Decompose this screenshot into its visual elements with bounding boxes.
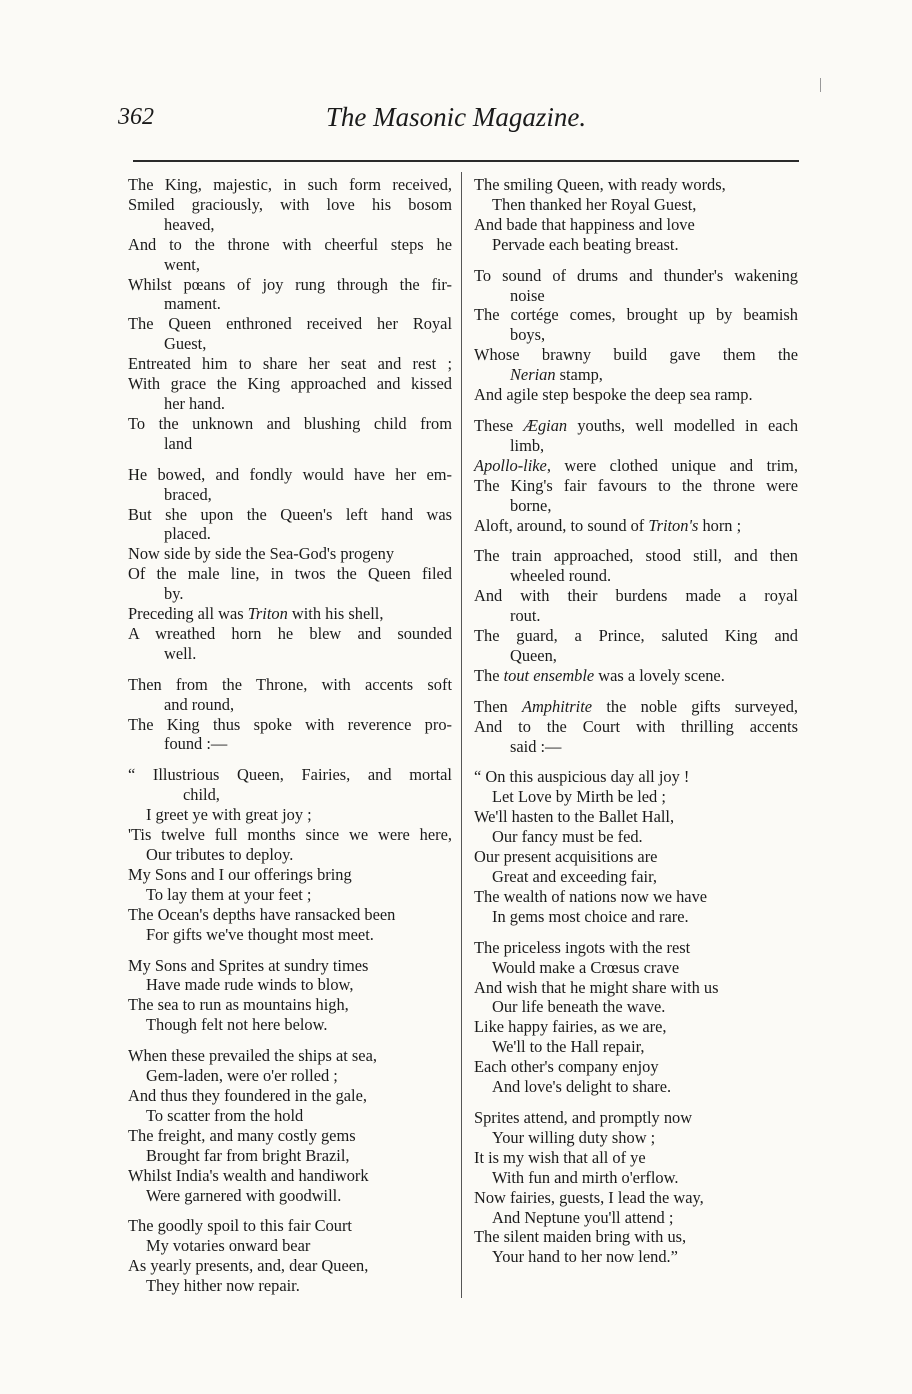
verse-line: braced,	[164, 484, 212, 504]
verse-line: The freight, and many costly gems	[128, 1125, 356, 1145]
stanza	[474, 416, 798, 535]
running-title: The Masonic Magazine.	[325, 102, 587, 132]
verse-line: Smiled graciously, with love his bosom	[128, 194, 452, 214]
stanza	[128, 175, 452, 454]
verse-line: Brought far from bright Brazil,	[146, 1145, 350, 1165]
page-number: 362	[118, 104, 154, 130]
verse-line: her hand.	[164, 393, 225, 413]
verse-line: We'll hasten to the Ballet Hall,	[474, 807, 675, 827]
verse-line: To scatter from the hold	[146, 1105, 304, 1125]
stanza	[474, 767, 798, 926]
verse-line: For gifts we've thought most meet.	[146, 924, 374, 944]
verse-line: wheeled round.	[510, 566, 612, 586]
verse-line: “ Illustrious Queen, Fairies, and mortal	[128, 765, 452, 785]
verse-line: To sound of drums and thunder's wakening	[474, 265, 798, 285]
verse-line: Then from the Throne, with accents soft	[128, 674, 452, 694]
stanza	[474, 175, 798, 255]
verse-line: As yearly presents, and, dear Queen,	[128, 1256, 369, 1276]
verse-line: It is my wish that all of ye	[474, 1147, 646, 1167]
verse-line: Sprites attend, and promptly now	[474, 1107, 693, 1127]
verse-line: With fun and mirth o'erflow.	[492, 1167, 679, 1187]
verse-line: borne,	[510, 495, 552, 515]
verse-line: The tout ensemble was a lovely scene.	[474, 665, 725, 685]
verse-line: Aloft, around, to sound of Triton's horn ;	[474, 515, 742, 535]
verse-line: And wish that he might share with us	[474, 977, 719, 997]
verse-line: I greet ye with great joy ;	[146, 805, 312, 825]
verse-line: Whilst India's wealth and handiwork	[128, 1165, 369, 1185]
verse-line: And with their burdens made a royal	[474, 586, 798, 606]
verse-line: And thus they foundered in the gale,	[128, 1085, 367, 1105]
page-edge-mark	[820, 78, 821, 92]
verse-line: Now fairies, guests, I lead the way,	[474, 1187, 704, 1207]
verse-line: heaved,	[164, 214, 215, 234]
stanza	[128, 465, 452, 664]
verse-line: The Ocean's depths have ransacked been	[128, 904, 396, 924]
verse-line: And love's delight to share.	[492, 1077, 672, 1097]
verse-line: and round,	[164, 694, 235, 714]
verse-line: noise	[510, 285, 545, 305]
verse-line: The guard, a Prince, saluted King and	[474, 626, 798, 646]
stanza	[474, 1108, 798, 1267]
verse-line: In gems most choice and rare.	[492, 906, 689, 926]
verse-line: But she upon the Queen's left hand was	[128, 504, 452, 524]
left-column	[128, 175, 452, 1307]
verse-line: Our present acquisitions are	[474, 847, 658, 867]
column-divider	[461, 172, 462, 1298]
right-column	[474, 175, 798, 1278]
verse-line: placed.	[164, 524, 211, 544]
verse-line: The King, majestic, in such form received,	[128, 175, 452, 194]
verse-line: And to the throne with cheerful steps he	[128, 234, 452, 254]
verse-line: Each other's company enjoy	[474, 1057, 659, 1077]
verse-line: The sea to run as mountains high,	[128, 995, 349, 1015]
stanza	[474, 938, 798, 1097]
verse-line: My Sons and Sprites at sundry times	[128, 955, 369, 975]
verse-line: went,	[164, 254, 200, 274]
stanza	[128, 1216, 452, 1296]
verse-line: Great and exceeding fair,	[492, 867, 657, 886]
verse-line: The King thus spoke with reverence pro-	[128, 714, 452, 734]
verse-line: Then Amphitrite the noble gifts surveyed,	[474, 696, 798, 716]
verse-line: A wreathed horn he blew and sounded	[128, 623, 452, 643]
verse-line: Entreated him to share her seat and rest ;	[128, 354, 452, 374]
stanza	[474, 266, 798, 405]
verse-line: Nerian stamp,	[510, 365, 603, 385]
verse-line: Our life beneath the wave.	[492, 997, 666, 1017]
verse-line: The smiling Queen, with ready words,	[474, 175, 726, 194]
verse-line: Then thanked her Royal Guest,	[492, 194, 697, 214]
verse-line: Pervade each beating breast.	[492, 234, 679, 254]
verse-line: child,	[183, 785, 220, 805]
verse-line: Guest,	[164, 334, 207, 354]
verse-line: Though felt not here below.	[146, 1015, 328, 1035]
verse-line: boys,	[510, 325, 546, 345]
header-rule	[133, 160, 799, 162]
verse-line: by.	[164, 584, 184, 604]
verse-line: To the unknown and blushing child from	[128, 413, 452, 433]
stanza	[474, 546, 798, 685]
verse-line: Preceding all was Triton with his shell,	[128, 604, 384, 624]
verse-line: Like happy fairies, as we are,	[474, 1017, 667, 1037]
verse-line: Of the male line, in twos the Queen filed	[128, 564, 452, 584]
verse-line: Your willing duty show ;	[492, 1127, 656, 1147]
verse-line: When these prevailed the ships at sea,	[128, 1046, 377, 1066]
verse-line: Now side by side the Sea-God's progeny	[128, 544, 395, 564]
verse-line: These Ægian youths, well modelled in each	[474, 415, 799, 435]
verse-line: He bowed, and fondly would have her em-	[128, 464, 452, 484]
verse-line: The priceless ingots with the rest	[474, 937, 691, 957]
stanza	[474, 697, 798, 757]
verse-line: Queen,	[510, 645, 557, 665]
verse-line: Our tributes to deploy.	[146, 845, 294, 864]
verse-line: Our fancy must be fed.	[492, 827, 643, 847]
stanza	[128, 956, 452, 1036]
stanza	[128, 765, 452, 944]
verse-line: The cortége comes, brought up by beamish	[474, 305, 798, 325]
verse-line: found :—	[164, 734, 228, 754]
verse-line: said :—	[510, 736, 562, 756]
verse-line: The Queen enthroned received her Royal	[128, 314, 452, 334]
verse-line: My Sons and I our offerings bring	[128, 864, 352, 884]
verse-line: And Neptune you'll attend ;	[492, 1207, 674, 1227]
verse-line: Your hand to her now lend.”	[492, 1247, 678, 1267]
verse-line: mament.	[164, 294, 221, 314]
verse-line: rout.	[510, 606, 541, 626]
verse-line: My votaries onward bear	[146, 1236, 311, 1256]
stanza	[128, 1046, 452, 1205]
verse-line: Let Love by Mirth be led ;	[492, 787, 666, 807]
verse-line: The wealth of nations now we have	[474, 886, 708, 906]
verse-line: Apollo-like, were clothed unique and trim,	[474, 455, 798, 475]
verse-line: Have made rude winds to blow,	[146, 975, 354, 995]
verse-line: Were garnered with goodwill.	[146, 1185, 342, 1205]
verse-line: well.	[164, 643, 197, 663]
verse-line: And agile step bespoke the deep sea ramp.	[474, 385, 753, 405]
verse-line: The King's fair favours to the throne were	[474, 475, 798, 495]
verse-line: The goodly spoil to this fair Court	[128, 1216, 352, 1236]
verse-line: land	[164, 433, 193, 453]
verse-line: limb,	[510, 435, 545, 455]
verse-line: They hither now repair.	[146, 1276, 300, 1296]
verse-line: With grace the King approached and kissed	[128, 374, 452, 394]
verse-line: “ On this auspicious day all joy !	[474, 767, 690, 787]
verse-line: 'Tis twelve full months since we were here,	[128, 825, 452, 845]
verse-line: Whose brawny build gave them the	[474, 345, 798, 365]
verse-line: Gem-laden, were o'er rolled ;	[146, 1066, 338, 1086]
verse-line: And bade that happiness and love	[474, 214, 695, 234]
verse-line: Would make a Crœsus crave	[492, 957, 680, 977]
verse-line: The silent maiden bring with us,	[474, 1227, 687, 1247]
verse-line: And to the Court with thrilling accents	[474, 716, 798, 736]
stanza	[128, 675, 452, 755]
verse-line: The train approached, stood still, and then	[474, 546, 798, 566]
verse-line: To lay them at your feet ;	[146, 884, 312, 904]
verse-line: Whilst pœans of joy rung through the fir-	[128, 274, 452, 294]
verse-line: We'll to the Hall repair,	[492, 1037, 645, 1057]
